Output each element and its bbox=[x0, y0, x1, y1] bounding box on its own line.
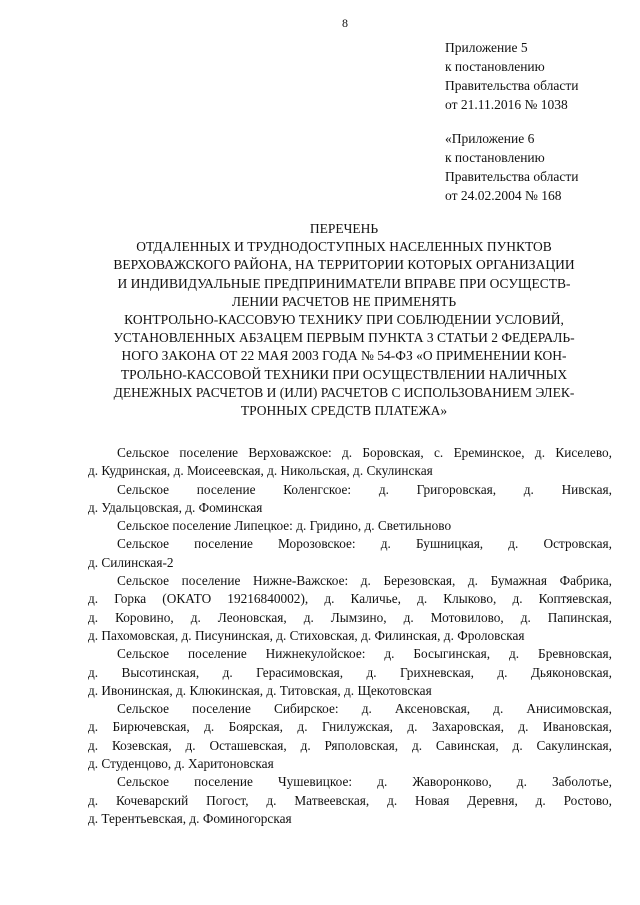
settlements-list bbox=[88, 444, 612, 828]
settlement-line: Сельское поселение Нижнекулойское: д. Босыгинская, д. Бревновская, bbox=[117, 646, 612, 662]
appendix-line: к постановлению bbox=[445, 150, 545, 165]
settlement-line: д. Бирючевская, д. Боярская, д. Гнилужская, д. Захаровская, д. Ивановская, bbox=[88, 719, 612, 735]
title-line: ТРОННЫХ СРЕДСТВ ПЛАТЕЖА» bbox=[240, 403, 448, 419]
settlement-line: д. Коровино, д. Леоновская, д. Лымзино, д. Мотовилово, д. Папинская, bbox=[88, 609, 612, 625]
settlement-lipetskoe bbox=[88, 517, 612, 535]
settlement-line: Сельское поселение Морозовское: д. Бушницкая, д. Островская, bbox=[117, 536, 612, 552]
settlement-kolengskoe bbox=[88, 481, 612, 518]
settlement-chushevitskoe bbox=[88, 773, 612, 828]
appendix-5-header bbox=[445, 38, 578, 114]
settlement-line: Сельское поселение Верховажское: д. Боровская, с. Ереминское, д. Киселево, bbox=[117, 445, 612, 460]
document-title bbox=[76, 220, 612, 420]
title-line: ЛЕНИИ РАСЧЕТОВ НЕ ПРИМЕНЯТЬ bbox=[231, 293, 457, 309]
settlement-line: д. Силинская-2 bbox=[88, 554, 174, 570]
appendix-6-header bbox=[445, 129, 578, 205]
settlement-line: д. Удальцовская, д. Фоминская bbox=[88, 499, 263, 515]
settlement-sibirskoe bbox=[88, 700, 612, 773]
title-line: ПЕРЕЧЕНЬ bbox=[309, 221, 379, 236]
title-line: И ИНДИВИДУАЛЬНЫЕ ПРЕДПРИНИМАТЕЛИ ВПРАВЕ ПРИ ОСУЩЕСТВ- bbox=[117, 275, 571, 291]
settlement-verkhovazhskoe bbox=[88, 444, 612, 481]
title-line: ОТДАЛЕННЫХ И ТРУДНОДОСТУПНЫХ НАСЕЛЕННЫХ ПУНКТОВ bbox=[136, 239, 552, 255]
settlement-line: д. Пахомовская, д. Писунинская, д. Стиховская, д. Филинская, д. Фроловская bbox=[88, 627, 525, 643]
settlement-line: д. Кочеварский Погост, д. Матвеевская, д. Новая Деревня, д. Ростово, bbox=[88, 792, 612, 808]
page-number: 8 bbox=[342, 16, 348, 30]
settlement-line: д. Козевская, д. Осташевская, д. Ряполовская, д. Савинская, д. Сакулинская, bbox=[88, 737, 612, 753]
appendix-line: к постановлению bbox=[445, 59, 545, 74]
settlement-line: д. Горка (ОКАТО 19216840002), д. Каличье, д. Клыково, д. Коптяевская, bbox=[88, 591, 612, 607]
settlement-line: Сельское поселение Нижне-Важское: д. Березовская, д. Бумажная Фабрика, bbox=[117, 573, 612, 589]
appendix-line: от 24.02.2004 № 168 bbox=[445, 188, 562, 203]
title-line: НОГО ЗАКОНА ОТ 22 МАЯ 2003 ГОДА № 54-ФЗ «О ПРИМЕНЕНИИ КОН- bbox=[121, 348, 567, 364]
appendix-line: от 21.11.2016 № 1038 bbox=[445, 97, 568, 112]
settlement-line: Сельское поселение Липецкое: д. Гридино, д. Светильново bbox=[117, 518, 452, 534]
settlement-morozovskoe bbox=[88, 535, 612, 572]
appendix-line: «Приложение 6 bbox=[445, 131, 535, 146]
settlement-line: Сельское поселение Чушевицкое: д. Жаворонково, д. Заболотье, bbox=[117, 774, 612, 790]
appendix-line: Правительства области bbox=[445, 78, 579, 93]
settlement-line: д. Терентьевская, д. Фоминогорская bbox=[88, 810, 292, 826]
settlement-line: Сельское поселение Коленгское: д. Григоровская, д. Нивская, bbox=[117, 481, 612, 497]
settlement-line: Сельское поселение Сибирское: д. Аксеновская, д. Анисимовская, bbox=[117, 701, 612, 717]
settlement-line: д. Ивонинская, д. Клюкинская, д. Титовская, д. Щекотовская bbox=[88, 682, 432, 698]
appendix-line: Приложение 5 bbox=[445, 40, 528, 55]
title-line: ДЕНЕЖНЫХ РАСЧЕТОВ И (ИЛИ) РАСЧЕТОВ С ИСПОЛЬЗОВАНИЕМ ЭЛЕК- bbox=[113, 384, 575, 400]
settlement-nizhnekuloyskoe bbox=[88, 645, 612, 700]
title-line: КОНТРОЛЬНО-КАССОВУЮ ТЕХНИКУ ПРИ СОБЛЮДЕНИИ УСЛОВИЙ, bbox=[124, 312, 564, 328]
appendix-line: Правительства области bbox=[445, 169, 579, 184]
settlement-line: д. Студенцово, д. Харитоновская bbox=[88, 756, 274, 772]
title-line: УСТАНОВЛЕННЫХ АБЗАЦЕМ ПЕРВЫМ ПУНКТА 3 СТАТЬИ 2 ФЕДЕРАЛЬ- bbox=[113, 330, 575, 346]
settlement-line: д. Высотинская, д. Герасимовская, д. Грихневская, д. Дьяконовская, bbox=[88, 664, 612, 680]
title-line: ВЕРХОВАЖСКОГО РАЙОНА, НА ТЕРРИТОРИИ КОТОРЫХ ОРГАНИЗАЦИИ bbox=[113, 257, 575, 273]
settlement-nizhne-vazhskoe bbox=[88, 572, 612, 645]
title-line: ТРОЛЬНО-КАССОВОЙ ТЕХНИКИ ПРИ ОСУЩЕСТВЛЕНИИ НАЛИЧНЫХ bbox=[120, 366, 568, 382]
settlement-line: д. Кудринская, д. Моисеевская, д. Никольская, д. Скулинская bbox=[88, 463, 433, 479]
